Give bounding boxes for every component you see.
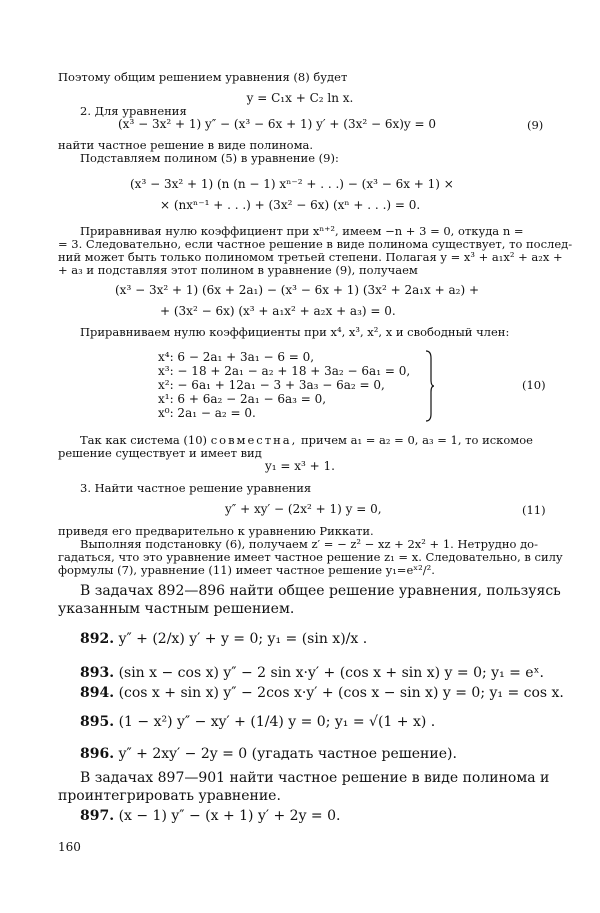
formula: (x³ − 3x² + 1) (6x + 2a₁) − (x³ − 6x + 1) (3x² + 2a₁x + a₂) + <box>115 283 480 297</box>
text-line: 3. Найти частное решение уравнения <box>80 481 312 495</box>
section-text: указанным частным решением. <box>58 601 295 617</box>
problem-formula: y″ + 2xy′ − 2y = 0 (угадать частное решение). <box>118 746 457 762</box>
system-equation: x⁴: 6 − 2a₁ + 3a₁ − 6 = 0, <box>158 350 315 364</box>
problem-number: 896. <box>80 746 115 762</box>
text-fragment: причем a₁ = a₂ = 0, a₃ = 1, то искомое <box>300 433 533 447</box>
text-line: Приравнивая нулю коэффициент при xⁿ⁺², имеем −n + 3 = 0, откуда n = <box>80 224 524 238</box>
section-text: В задачах 892—896 найти общее решение уравнения, пользуясь <box>80 583 561 599</box>
text-line: Приравниваем нулю коэффициенты при x⁴, x³, x², x и свободный член: <box>80 325 510 339</box>
system-equation: x³: − 18 + 2a₁ − a₂ + 18 + 3a₂ − 6a₁ = 0, <box>158 364 411 378</box>
section-text: проинтегрировать уравнение. <box>58 788 281 804</box>
text-line: приведя его предварительно к уравнению Риккати. <box>58 524 374 538</box>
equation-number: (10) <box>522 378 546 392</box>
problem-894 <box>80 684 564 702</box>
system-equation: x²: − 6a₁ + 12a₁ − 3 + 3a₃ − 6a₂ = 0, <box>158 378 385 392</box>
problem-number: 897. <box>80 808 115 824</box>
problem-895 <box>80 713 435 731</box>
text-line: Поэтому общим решением уравнения (8) будет <box>58 70 348 84</box>
text-line: Выполняя подстановку (6), получаем z′ = − z² − xz + 2x² + 1. Нетрудно до- <box>80 537 538 551</box>
right-brace-icon <box>425 350 435 422</box>
problem-897 <box>80 807 340 825</box>
problem-893 <box>80 664 544 682</box>
text-line: найти частное решение в виде полинома. <box>58 138 314 152</box>
problem-formula: (cos x + sin x) y″ − 2cos x·y′ + (cos x − sin x) y = 0; y₁ = cos x. <box>118 685 564 701</box>
text-line: гадаться, что это уравнение имеет частное решение z₁ = x. Следовательно, в силу <box>58 550 563 564</box>
formula: + (3x² − 6x) (x³ + a₁x² + a₂x + a₃) = 0. <box>160 304 396 318</box>
problem-896 <box>80 745 457 763</box>
equation-number: (9) <box>527 118 544 132</box>
formula: y₁ = x³ + 1. <box>265 459 335 473</box>
equation-number: (11) <box>522 503 546 517</box>
text-line: ний может быть только полиномом третьей степени. Полагая y = x³ + a₁x² + a₂x + <box>58 250 563 264</box>
problem-formula: (x − 1) y″ − (x + 1) y′ + 2y = 0. <box>118 808 341 824</box>
problem-formula: (sin x − cos x) y″ − 2 sin x·y′ + (cos x + sin x) y = 0; y₁ = eˣ. <box>118 665 544 681</box>
system-equation: x⁰: 2a₁ − a₂ = 0. <box>158 406 256 420</box>
text-line: формулы (7), уравнение (11) имеет частное решение y₁=eˣ²/². <box>58 563 435 577</box>
text-line: = 3. Следовательно, если частное решение в виде полинома существует, то послед- <box>58 237 573 251</box>
system-equation: x¹: 6 + 6a₂ − 2a₁ − 6a₃ = 0, <box>158 392 327 406</box>
formula: y = C₁x + C₂ ln x. <box>246 91 354 105</box>
formula: y″ + xy′ − (2x² + 1) y = 0, <box>225 502 382 516</box>
problem-number: 892. <box>80 631 115 647</box>
formula: (x³ − 3x² + 1) y″ − (x³ − 6x + 1) y′ + (3x² − 6x)y = 0 <box>118 117 437 131</box>
formula: (x³ − 3x² + 1) (n (n − 1) xⁿ⁻² + . . .) − (x³ − 6x + 1) × <box>130 177 454 191</box>
problem-formula: (1 − x²) y″ − xy′ + (1/4) y = 0; y₁ = √(1 + x) . <box>118 714 436 730</box>
text-line: 2. Для уравнения <box>80 104 187 118</box>
problem-formula: y″ + (2/x) y′ + y = 0; y₁ = (sin x)/x . <box>118 631 368 647</box>
problem-number: 895. <box>80 714 115 730</box>
problem-number: 894. <box>80 685 115 701</box>
text-line: + a₃ и подставляя этот полином в уравнение (9), получаем <box>58 263 418 277</box>
section-text: В задачах 897—901 найти частное решение в виде полинома и <box>80 770 550 786</box>
formula: × (nxⁿ⁻¹ + . . .) + (3x² − 6x) (xⁿ + . . .) = 0. <box>160 198 421 212</box>
page-number: 160 <box>58 840 81 854</box>
text-line: Подставляем полином (5) в уравнение (9): <box>80 151 339 165</box>
problem-number: 893. <box>80 665 115 681</box>
text-fragment: Так как система (10) <box>80 433 208 447</box>
text-line <box>80 433 533 447</box>
problem-892 <box>80 630 367 648</box>
text-line: решение существует и имеет вид <box>58 446 262 460</box>
emphasis-text: совместна, <box>210 433 298 447</box>
